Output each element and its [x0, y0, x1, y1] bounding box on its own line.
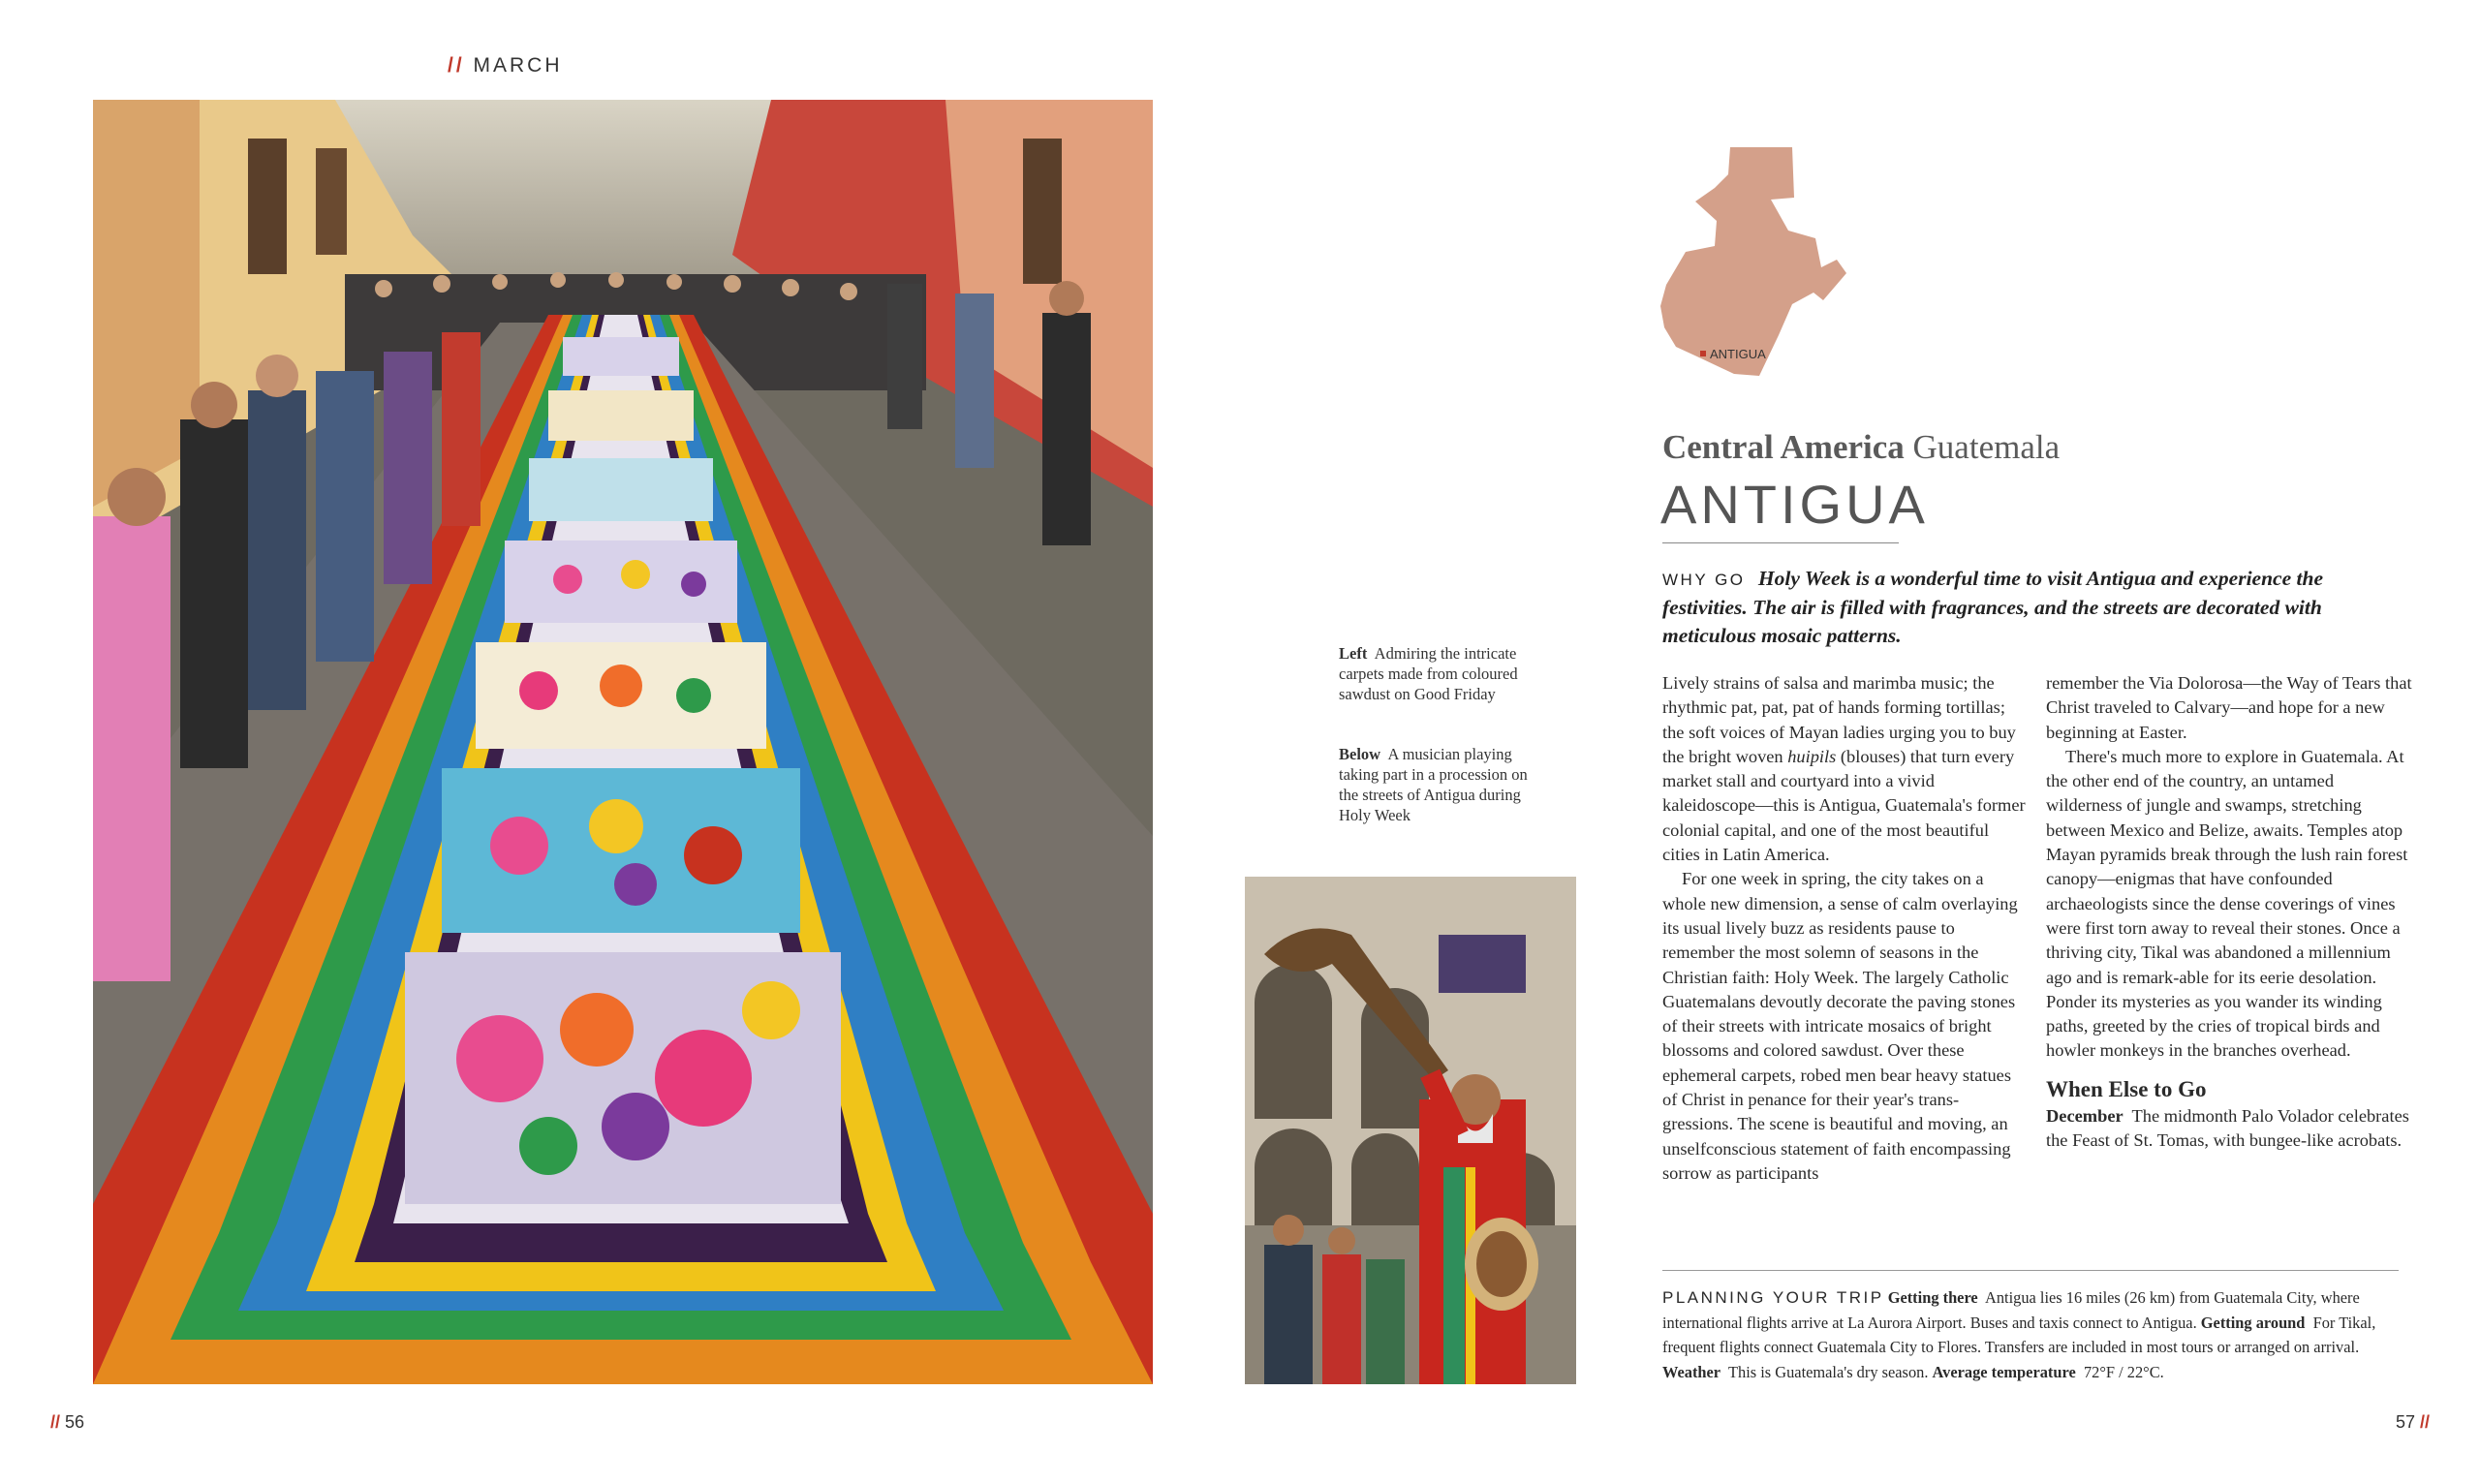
- guatemala-map-shape: [1657, 143, 1908, 395]
- caption-left: [1339, 643, 1533, 704]
- body-column-1: [1662, 671, 2029, 1186]
- body-paragraph-3: There's much more to explore in Guatemala. At the other end of the country, an untamed wilderness of jungle and swamps, stretching between Mexico and Belize, awaits. Temples atop Mayan pyramids break through the lush rain forest canopy—enigmas that have confounded archaeologists since the dense coverings of vines were first torn away to reveal their stones. Once a thriving city, Tikal was abandoned a millennium ago and is remark-able for its eerie desolation. Ponder its mysteries as you wander its winding paths, greeted by the cries of tropical birds and howler monkeys in the branches overhead.: [2046, 746, 2408, 1061]
- why-go: [1662, 565, 2399, 650]
- when-else-text: [2046, 1104, 2412, 1154]
- when-else-detail: The midmonth Palo Volador celebrates the Feast of St. Tomas, with bungee-like acrobats.: [2046, 1105, 2409, 1151]
- when-else-heading: When Else to Go: [2046, 1076, 2207, 1101]
- caption-below: [1339, 744, 1533, 825]
- weather-label: Weather: [1662, 1362, 1721, 1381]
- region-name: Central America: [1662, 428, 1905, 466]
- when-else-month: December: [2046, 1105, 2124, 1126]
- getting-there-label: Getting there: [1887, 1288, 1978, 1307]
- page-number-right: 57: [2395, 1412, 2415, 1432]
- avg-temp-label: Average temperature: [1932, 1362, 2076, 1381]
- page-number-left: 56: [65, 1412, 85, 1432]
- why-go-label: WHY GO: [1662, 571, 1746, 589]
- carpet-photo: [93, 100, 1153, 1384]
- getting-around-text: For Tikal, frequent flights connect Guatemala City to Flores. Transfers are included in most tours or arranged on arrival.: [1662, 1313, 2376, 1356]
- map-label: ANTIGUA: [1710, 347, 1766, 361]
- body-paragraph-2-continued: remember the Via Dolorosa—the Way of Tears that Christ traveled to Calvary—and hope for a new beginning at Easter.: [2046, 673, 2412, 742]
- planning-divider: [1662, 1270, 2399, 1271]
- body-column-2: [2046, 671, 2412, 1153]
- body-paragraph-1: [1662, 671, 2029, 867]
- city-marker: [1700, 351, 1706, 356]
- musician-photo: [1245, 877, 1576, 1384]
- body-emphasis: huipils: [1787, 746, 1837, 766]
- musician-illustration: [1245, 877, 1576, 1384]
- month-label: MARCH: [473, 54, 563, 77]
- caption-below-text: A musician playing taking part in a procession on the streets of Antigua during Holy Week: [1339, 745, 1528, 824]
- folio-right: [2396, 1412, 2430, 1433]
- slash-marker: //: [50, 1412, 61, 1432]
- region-heading: [1662, 428, 2060, 467]
- body-paragraph-2: For one week in spring, the city takes on a whole new dimension, a sense of calm overlaying its usual lively buzz as residents pause to remember the most solemn of seasons in the Christian faith: Holy Week. The largely Catholic Guatemalans devoutly decorate the paving stones of their streets with intricate mosaics of bright blossoms and colored sawdust. Over these ephemeral carpets, robed men bear heavy statues of Christ in penance for their year's trans-gressions. The scene is beautiful and moving, an unselfconscious statement of faith encompassing sorrow as participants: [1662, 869, 2018, 1183]
- weather-text: This is Guatemala's dry season.: [1728, 1362, 1929, 1381]
- getting-there-text: Antigua lies 16 miles (26 km) from Guatemala City, where international flights arrive at La Aurora Airport. Buses and taxis connect to Antigua.: [1662, 1288, 2360, 1332]
- page-title: ANTIGUA: [1660, 474, 1929, 535]
- running-head: [448, 54, 563, 77]
- body-text: Lively strains of salsa and marimba music; the rhythmic pat, pat, pat of hands forming tortillas; the soft voices of Mayan ladies urging you to buy the bright woven: [1662, 673, 2016, 766]
- caption-left-text: Admiring the intricate carpets made from coloured sawdust on Good Friday: [1339, 644, 1518, 703]
- planning-your-trip: [1662, 1285, 2408, 1384]
- slash-marker: //: [2419, 1412, 2430, 1432]
- guatemala-map: [1657, 143, 1908, 395]
- body-text: (blouses) that turn every market stall and courtyard into a vivid kaleidoscope—this is Antigua, Guatemala's former colonial capital, and one of the most beautiful cities in Latin America.: [1662, 746, 2026, 865]
- country-name: Guatemala: [1912, 428, 2061, 466]
- getting-around-label: Getting around: [2200, 1313, 2306, 1332]
- country-shape: [1660, 147, 1846, 376]
- why-go-text: Holy Week is a wonderful time to visit Antigua and experience the festivities. The air is filled with fragrances, and the streets are decorated with meticulous mosaic patterns.: [1662, 567, 2323, 647]
- caption-below-label: Below: [1339, 745, 1381, 763]
- caption-left-label: Left: [1339, 644, 1368, 663]
- planning-label: PLANNING YOUR TRIP: [1662, 1288, 1884, 1307]
- carpet-illustration: [93, 100, 1153, 1384]
- title-divider: [1662, 542, 1899, 543]
- folio-left: [50, 1412, 84, 1433]
- avg-temp-text: 72°F / 22°C.: [2083, 1362, 2164, 1381]
- slash-marker: //: [448, 54, 465, 77]
